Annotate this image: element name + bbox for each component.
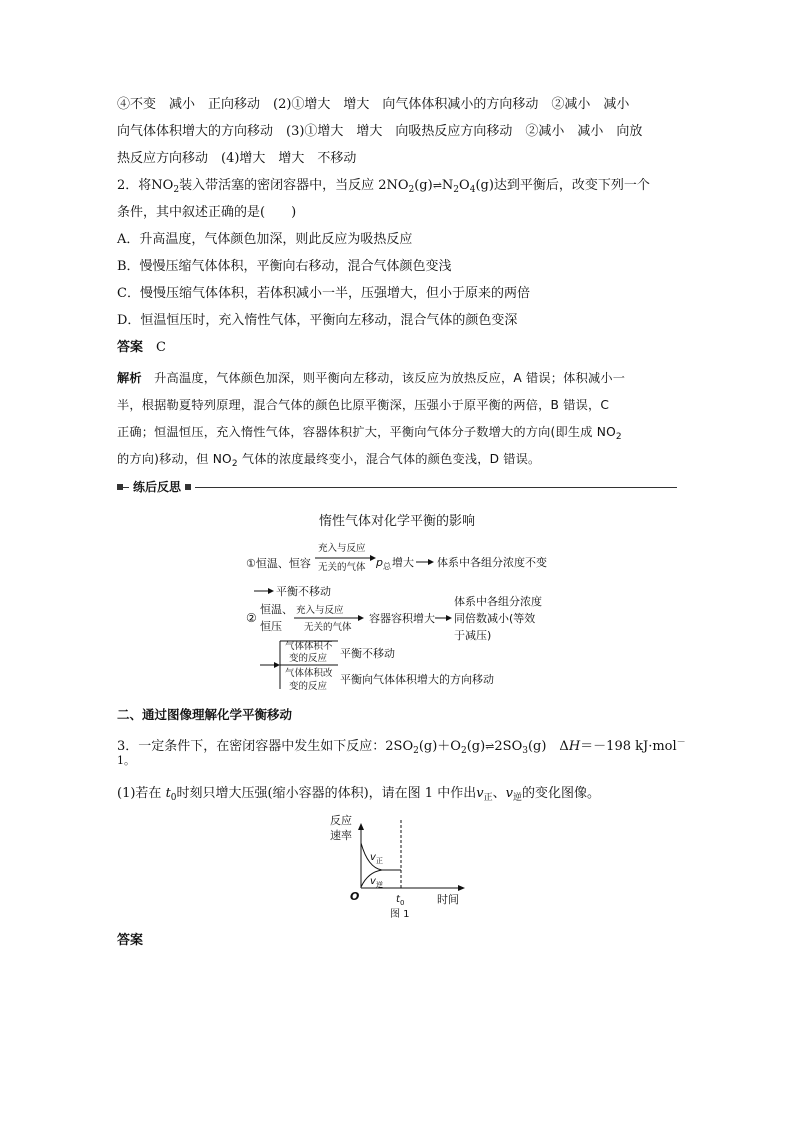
case1-result-2: 体系中各组分浓度不变: [437, 556, 547, 569]
section-2-heading: 二、通过图像理解化学平衡移动: [117, 707, 293, 722]
q2-analysis-line-1: 解析 升高温度，气体颜色加深，则平衡向左移动，该反应为放热反应，A 错误；体积减小一: [117, 371, 626, 385]
v-reverse-sub: 逆: [376, 881, 383, 889]
case1-arrow-top: 充入与反应: [318, 543, 366, 554]
q3-answer-label: 答案: [117, 933, 144, 948]
case1-lead: ①恒温、恒容: [246, 557, 311, 570]
square-bullet-icon: [185, 484, 191, 490]
q2-answer: 答案 C: [117, 340, 166, 355]
branch2-result: 平衡向气体体积增大的方向移动: [340, 673, 494, 686]
intro-line-3: 热反应方向移动 (4)增大 增大 不移动: [117, 151, 357, 166]
q2-option-a: A．升高温度，气体颜色加深，则此反应为吸热反应: [117, 232, 413, 247]
review-section-header: [117, 480, 677, 494]
arrow-icon: [358, 615, 364, 621]
v-forward-label: v: [370, 852, 376, 863]
square-bullet-icon: [117, 484, 123, 490]
figure-1-rate-time-graph: [320, 810, 480, 925]
branch1-b: 变的反应: [289, 653, 328, 664]
arrow-icon: [428, 559, 434, 565]
figure-caption: 图 1: [390, 909, 410, 920]
q2-stem-line-2: 条件，其中叙述正确的是( ): [117, 205, 297, 220]
case2-result-1: 容器容积增大: [369, 612, 435, 625]
case1-result-1: 增大: [392, 556, 414, 569]
q3-sub-1: (1)若在 $t_0$时刻只增大压强(缩小容器的体积)，请在图 1 中作出$v_正$、$v_逆$的变化图像。: [117, 786, 600, 803]
branch2-b: 变的反应: [289, 681, 328, 692]
diagram-title: 惰性气体对化学平衡的影响: [318, 514, 476, 529]
q3-stem-line-1: 3．一定条件下，在密闭容器中发生如下反应：$2SO_2(g)+O_2(g)\rightleftharpoons 2SO_3(g)$ ΔH＝－198 kJ·mol－: [117, 738, 686, 756]
q2-option-d: D．恒温恒压时，充入惰性气体，平衡向左移动，混合气体的颜色变深: [117, 313, 518, 328]
arrow-icon: [446, 615, 452, 621]
y-axis-arrow-icon: [358, 823, 364, 830]
arrow-icon: [274, 662, 280, 668]
branch1-a: 气体体积不: [285, 641, 333, 652]
case2-arrow-top: 充入与反应: [296, 605, 344, 616]
y-axis-label-1: 反应: [330, 814, 352, 827]
case2-lead-2: 恒压: [260, 620, 282, 633]
equilibrium-arrow-icon: ⇌: [485, 740, 495, 753]
case2-result-2c: 于减压): [454, 629, 492, 642]
equilibrium-arrow-icon: ⇌: [432, 179, 442, 192]
q2-analysis-line-4: 的方向)移动，但 $NO_2$ 气体的浓度最终变小，混合气体的颜色变浅，D 错误。: [117, 452, 541, 469]
origin-label: O: [350, 890, 360, 903]
branch1-result: 平衡不移动: [340, 647, 395, 660]
q2-option-c: C．慢慢压缩气体体积，若体积减小一半，压强增大，但小于原来的两倍: [117, 286, 530, 301]
v-forward-sub: 正: [376, 857, 383, 865]
inert-gas-diagram: [230, 505, 590, 700]
y-axis-label-2: 速率: [330, 829, 352, 842]
q2-option-b: B．慢慢压缩气体体积，平衡向右移动，混合气体颜色变浅: [117, 259, 452, 274]
case2-result-2b: 同倍数减小(等效: [454, 612, 536, 625]
case2-circle: ②: [246, 611, 257, 625]
v-reverse-label: v: [370, 876, 376, 887]
review-section-title: 练后反思: [129, 478, 195, 495]
t0-sub: 0: [400, 899, 405, 907]
x-axis-arrow-icon: [458, 885, 465, 891]
case1-arrow-bottom: 无关的气体: [318, 562, 366, 573]
case2-result-2a: 体系中各组分浓度: [454, 595, 542, 608]
q2-analysis-line-3: 正确；恒温恒压，充入惰性气体，容器体积扩大，平衡向气体分子数增大的方向(即生成 $NO_2$: [117, 425, 622, 442]
q3-stem-line-2: 1。: [117, 754, 135, 767]
intro-line-1: ④不变 减小 正向移动 (2)①增大 增大 向气体体积减小的方向移动 ②减小 减小: [117, 97, 630, 112]
branch2-a: 气体体积改: [285, 668, 333, 679]
case1-p-sub: 总: [383, 562, 391, 571]
x-axis-label: 时间: [437, 893, 459, 906]
case1-p: p: [376, 556, 383, 569]
case2-lead-1: 恒温、: [260, 603, 293, 616]
intro-line-2: 向气体体积增大的方向移动 (3)①增大 增大 向吸热反应方向移动 ②减小 减小 向放: [117, 124, 643, 139]
case2-arrow-bottom: 无关的气体: [304, 622, 352, 633]
q2-stem-line-1: 2．将$NO_2$装入带活塞的密闭容器中，当反应 $2NO_2(g)\rightleftharpoons N_2O_4(g)$达到平衡后，改变下列一个: [117, 178, 650, 195]
arrow-icon: [268, 588, 274, 594]
t0-label: t: [396, 894, 400, 905]
case1-result-3: 平衡不移动: [276, 585, 331, 598]
q2-analysis-line-2: 半，根据勒夏特列原理，混合气体的颜色比原平衡深，压强小于原平衡的两倍，B 错误，C: [117, 398, 610, 412]
